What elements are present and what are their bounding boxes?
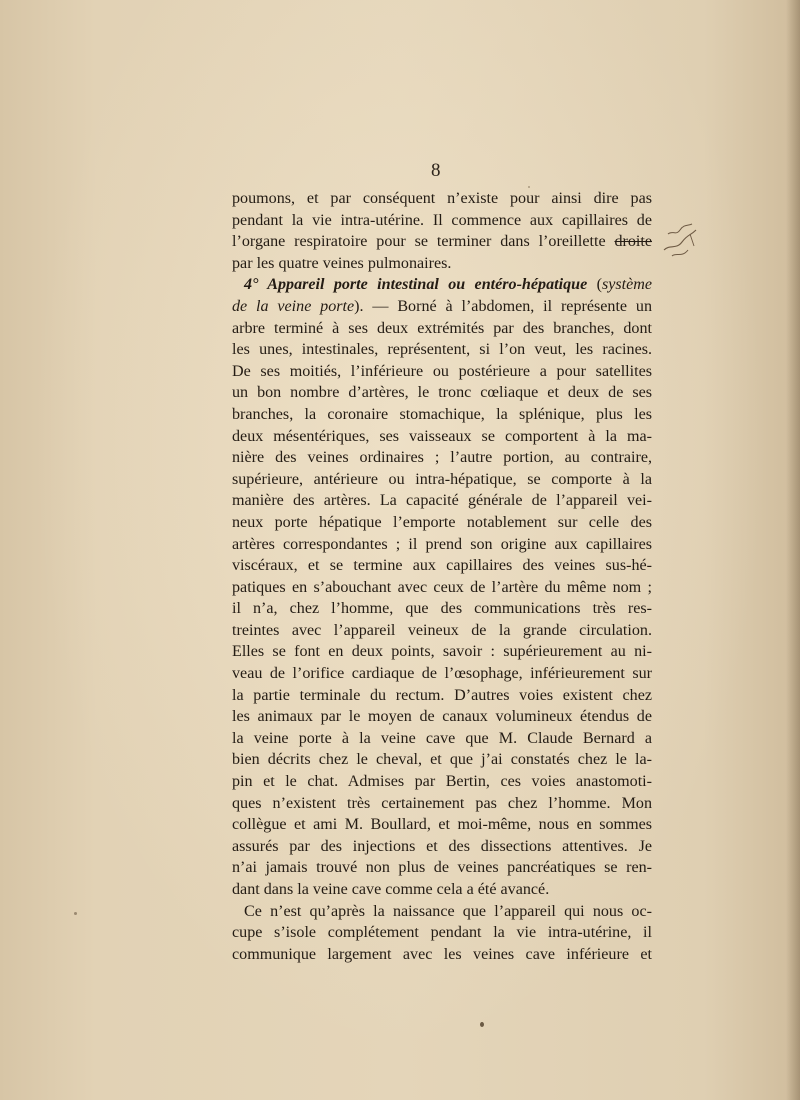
text-run: 4° Appareil porte intestinal ou entéro-hépatique: [244, 276, 588, 294]
text-run: neux porte hépatique l’emporte notablement sur celle des: [232, 513, 652, 531]
text-run: communique largement avec les veines cave inférieure et: [232, 945, 652, 963]
text-line: [232, 490, 652, 512]
text-run: collègue et ami M. Boullard, et moi-même, nous en sommes: [232, 816, 652, 834]
text-line: [232, 188, 652, 210]
text-run: Ce n’est qu’après la naissance que l’appareil qui nous oc-: [244, 902, 652, 920]
text-line: [232, 836, 652, 858]
text-run: arbre terminé à ses deux extrémités par des branches, dont: [232, 319, 652, 337]
text-run: ques n’existent très certainement pas chez l’homme. Mon: [232, 794, 652, 812]
text-line: [232, 749, 652, 771]
text-run: poumons, et par conséquent n’existe pour ainsi dire pas: [232, 190, 652, 207]
text-line: [232, 361, 652, 383]
page-edge-shadow: [786, 0, 800, 1100]
text-run: un bon nombre d’artères, le tronc cœliaque et deux de ses: [232, 384, 652, 402]
text-line: [232, 512, 652, 534]
text-run: droite: [614, 233, 652, 251]
text-line: [232, 857, 652, 879]
text-line: [232, 404, 652, 426]
text-run: patiques en s’abouchant avec ceux de l’artère du même nom ;: [232, 578, 652, 596]
text-line: [232, 447, 652, 469]
text-line: [232, 231, 652, 253]
text-run: manière des artères. La capacité générale de l’appareil vei-: [232, 492, 652, 510]
text-run: bien décrits chez le cheval, et que j’ai constatés chez le la-: [232, 751, 652, 769]
text-run: (: [587, 276, 602, 294]
ink-speck: [74, 912, 77, 915]
text-line: [232, 469, 652, 491]
page-number: 8: [431, 160, 441, 181]
text-line: [232, 253, 652, 275]
text-line: [232, 728, 652, 750]
text-run: de la veine porte: [232, 297, 355, 315]
text-run: n’ai jamais trouvé non plus de veines pancréatiques se ren-: [232, 859, 652, 877]
text-run: pin et le chat. Admises par Bertin, ces voies anastomoti-: [232, 773, 652, 791]
text-run: viscéraux, et se termine aux capillaires des veines sus-hé-: [232, 557, 652, 575]
handwritten-margin-note: [660, 220, 700, 270]
text-run: deux mésentériques, ses vaisseaux se comportent à la ma-: [232, 427, 652, 445]
text-run: nière des veines ordinaires ; l’autre portion, au contraire,: [232, 449, 652, 467]
text-line: [232, 663, 652, 685]
text-run: cupe s’isole complétement pendant la vie intra-utérine, il: [232, 924, 652, 942]
text-run: l’organe respiratoire pour se terminer dans l’oreillette: [232, 233, 615, 251]
text-line: [232, 210, 652, 232]
text-line: [232, 274, 652, 296]
text-line: [232, 901, 652, 923]
text-run: ). — Borné à l’abdomen, il représente un: [354, 297, 652, 315]
text-run: la veine porte à la veine cave que M. Claude Bernard a: [232, 729, 652, 747]
text-line: [232, 555, 652, 577]
text-run: les unes, intestinales, représentent, si l’on veut, les racines.: [232, 341, 652, 359]
text-line: [232, 296, 652, 318]
text-line: [232, 598, 652, 620]
text-line: [232, 944, 652, 966]
text-run: la partie terminale du rectum. D’autres voies existent chez: [232, 686, 652, 704]
text-run: branches, la coronaire stomachique, la splénique, plus les: [232, 405, 652, 423]
text-line: [232, 879, 652, 901]
text-line: [232, 793, 652, 815]
text-line: [232, 814, 652, 836]
text-line: [232, 577, 652, 599]
text-line: [232, 771, 652, 793]
text-run: dant dans la veine cave comme cela a été avancé.: [232, 881, 550, 898]
text-run: artères correspondantes ; il prend son origine aux capillaires: [232, 535, 652, 553]
text-line: [232, 706, 652, 728]
text-line: [232, 685, 652, 707]
text-run: De ses moitiés, l’inférieure ou postérieure a pour satellites: [232, 362, 652, 380]
text-line: [232, 620, 652, 642]
text-run: par les quatre veines pulmonaires.: [232, 254, 452, 272]
text-line: [232, 922, 652, 944]
text-run: système: [601, 276, 652, 294]
body-text: [232, 188, 652, 965]
text-line: [232, 339, 652, 361]
text-run: pendant la vie intra-utérine. Il commence aux capillaires de: [232, 211, 652, 229]
text-run: il n’a, chez l’homme, que des communications très res-: [232, 600, 652, 618]
text-run: veau de l’orifice cardiaque de l’œsophage, inférieurement sur: [232, 665, 652, 683]
text-line: [232, 641, 652, 663]
text-run: supérieure, antérieure ou intra-hépatique, se comporte à la: [232, 470, 652, 488]
text-run: treintes avec l’appareil veineux de la grande circulation.: [232, 621, 652, 639]
text-run: assurés par des injections et des dissections attentives. Je: [232, 837, 652, 855]
text-run: les animaux par le moyen de canaux volumineux étendus de: [232, 708, 652, 726]
text-run: Elles se font en deux points, savoir : supérieurement au ni-: [232, 643, 652, 661]
text-line: [232, 426, 652, 448]
text-line: [232, 318, 652, 340]
text-line: [232, 382, 652, 404]
text-line: [232, 534, 652, 556]
ink-speck: [480, 1022, 484, 1027]
ink-speck: [528, 186, 530, 188]
